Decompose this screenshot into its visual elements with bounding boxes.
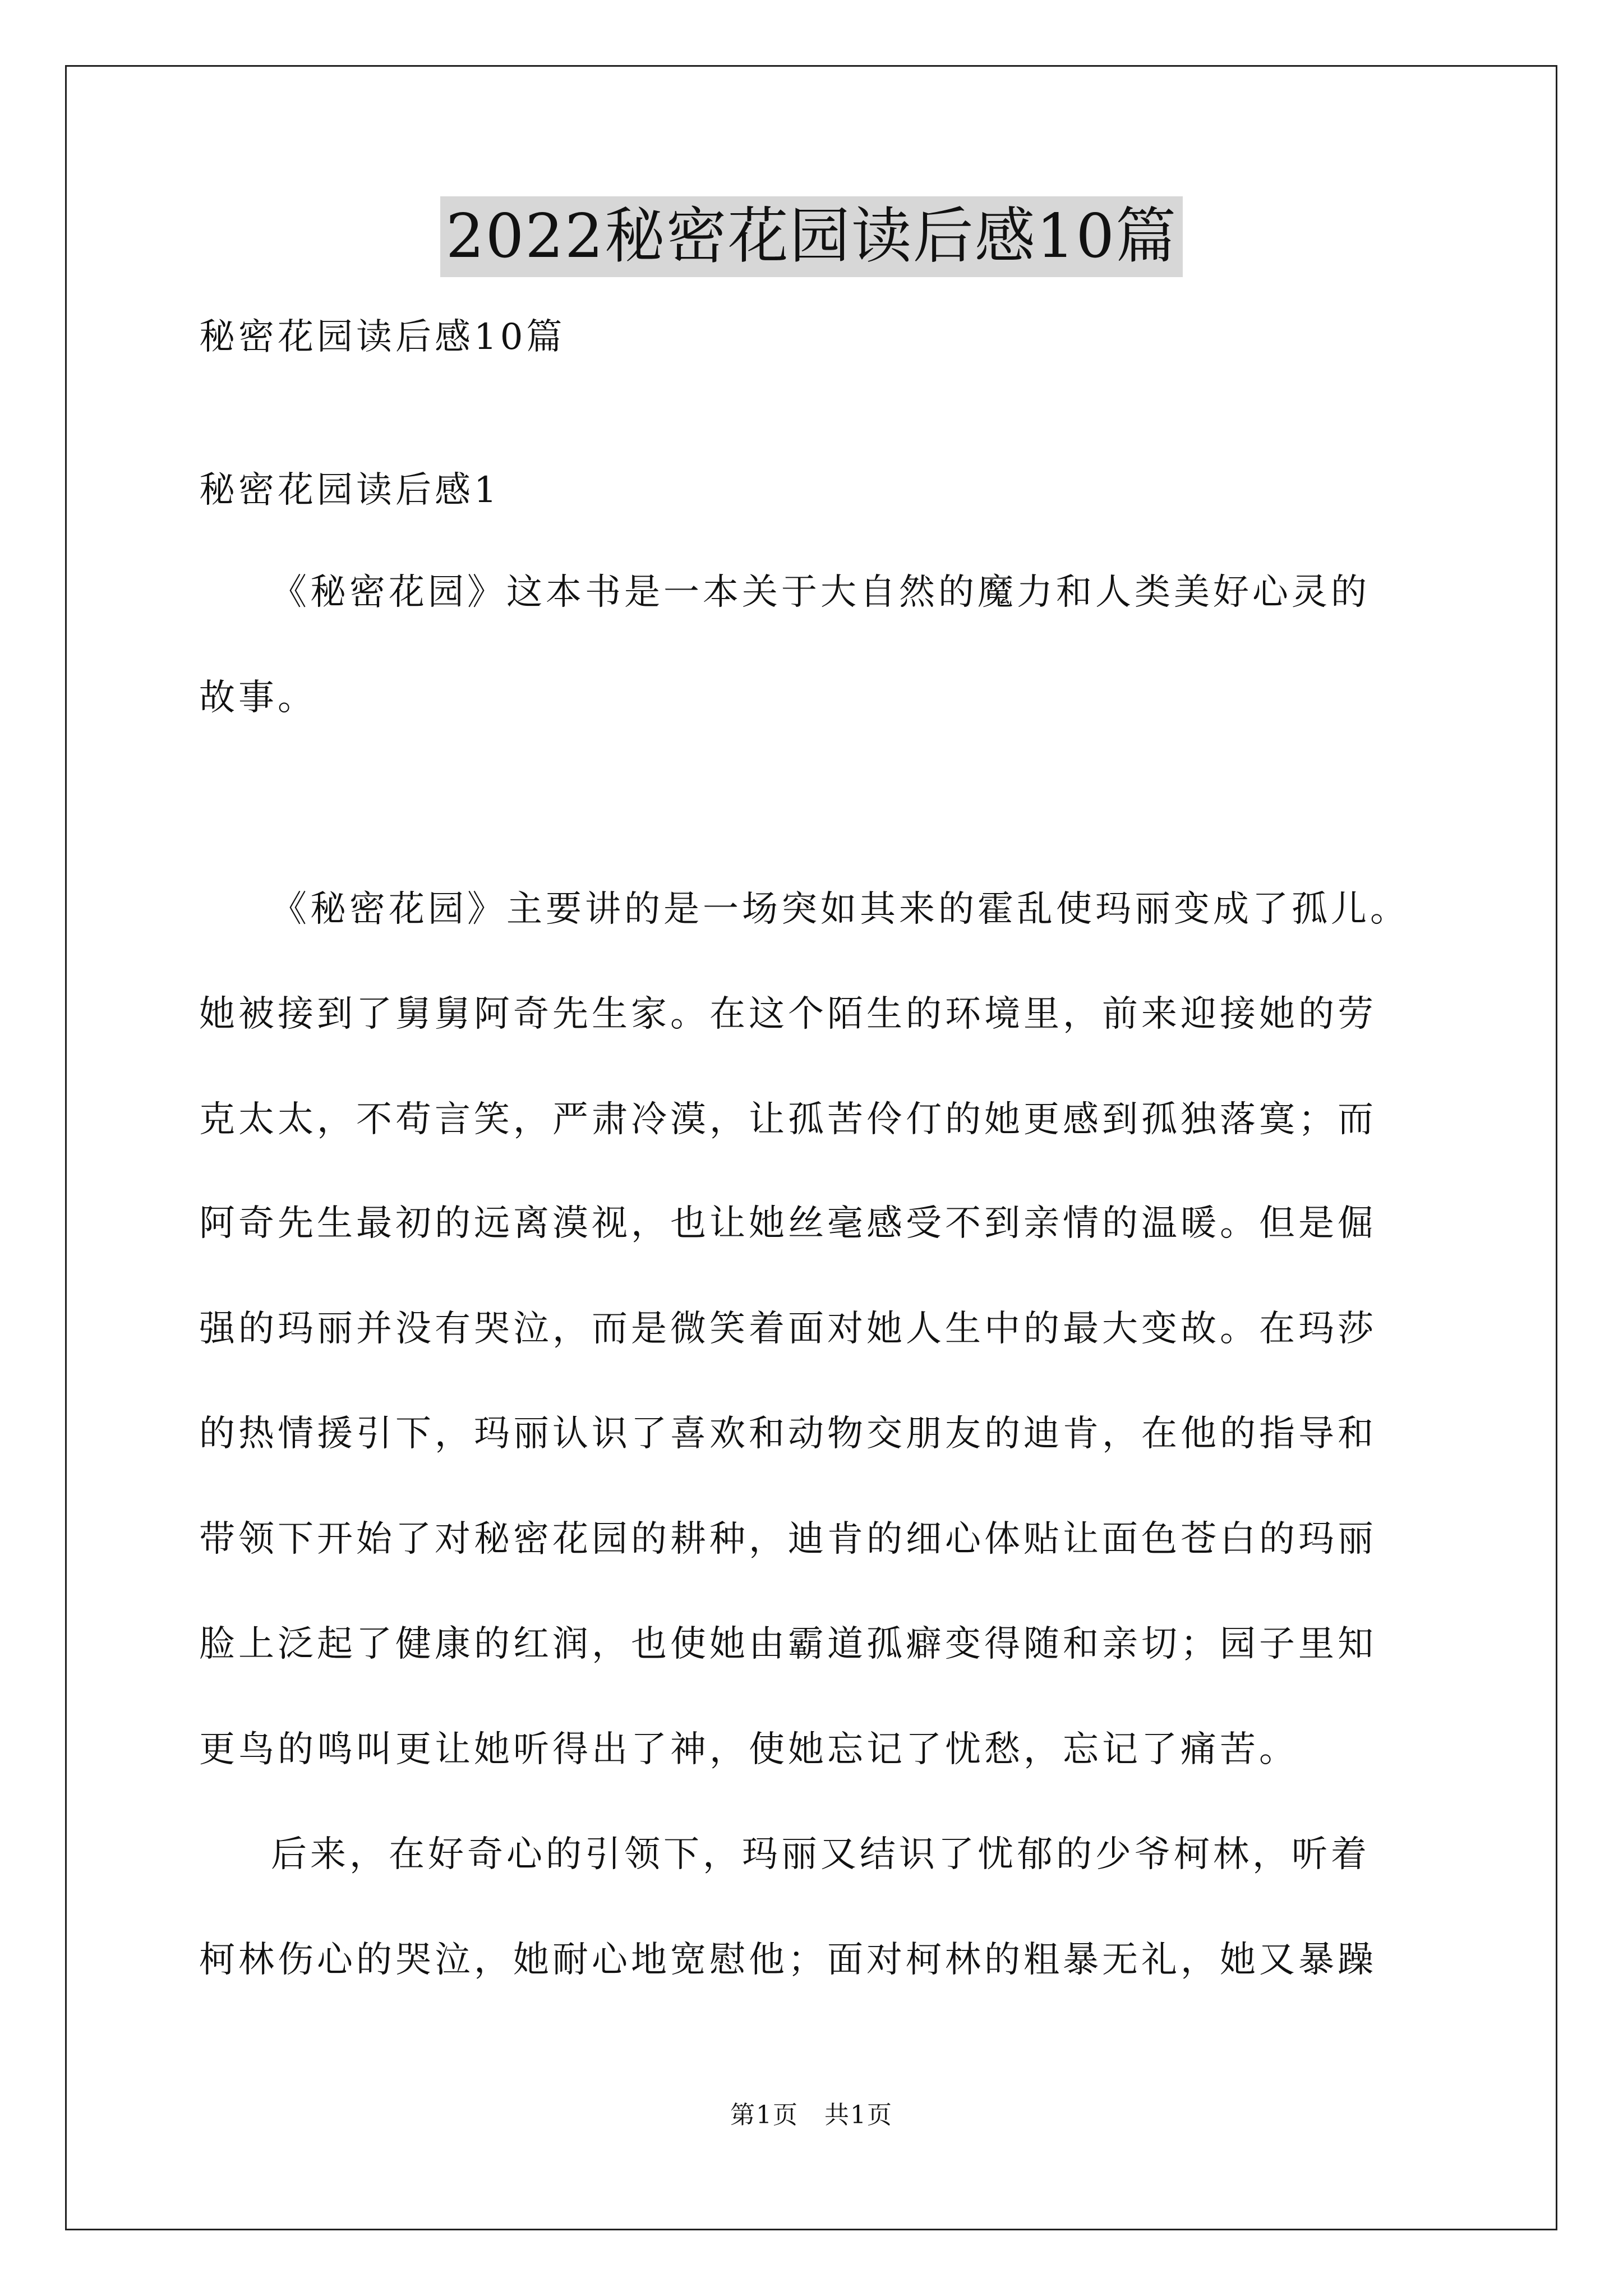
paragraph-line: 后来，在好奇心的引领下，玛丽又结识了忧郁的少爷柯林，听着 — [271, 1834, 1370, 1875]
paragraph-line: 的热情援引下，玛丽认识了喜欢和动物交朋友的迪肯，在他的指导和 — [199, 1413, 1377, 1455]
section-heading: 秘密花园读后感1 — [199, 470, 500, 511]
paragraph-line: 更鸟的鸣叫更让她听得出了神，使她忘记了忧愁，忘记了痛苦。 — [199, 1729, 1298, 1770]
paragraph-line: 柯林伤心的哭泣，她耐心地宽慰他；面对柯林的粗暴无礼，她又暴躁 — [199, 1939, 1377, 1981]
paragraph-line: 她被接到了舅舅阿奇先生家。在这个陌生的环境里，前来迎接她的劳 — [199, 993, 1377, 1035]
paragraph-line: 带领下开始了对秘密花园的耕种，迪肯的细心体贴让面色苍白的玛丽 — [199, 1519, 1377, 1560]
paragraph-line: 《秘密花园》这本书是一本关于大自然的魔力和人类美好心灵的 — [271, 572, 1370, 613]
paragraph-line: 克太太，不苟言笑，严肃冷漠，让孤苦伶仃的她更感到孤独落寞；而 — [199, 1099, 1377, 1140]
page-footer: 第1页 共1页 — [730, 2101, 893, 2129]
paragraph-line: 故事。 — [199, 677, 317, 719]
page-border — [65, 65, 1557, 2230]
paragraph-line: 脸上泛起了健康的红润，也使她由霸道孤癖变得随和亲切；园子里知 — [199, 1623, 1377, 1665]
paragraph-line: 强的玛丽并没有哭泣，而是微笑着面对她人生中的最大变故。在玛莎 — [199, 1308, 1377, 1350]
document-title: 2022秘密花园读后感10篇 — [440, 196, 1183, 277]
paragraph-line: 阿奇先生最初的远离漠视，也让她丝毫感受不到亲情的温暖。但是倔 — [199, 1203, 1377, 1244]
subheading: 秘密花园读后感10篇 — [199, 316, 566, 358]
title-container — [0, 196, 1623, 277]
paragraph-line: 《秘密花园》主要讲的是一场突如其来的霍乱使玛丽变成了孤儿。 — [271, 889, 1409, 930]
